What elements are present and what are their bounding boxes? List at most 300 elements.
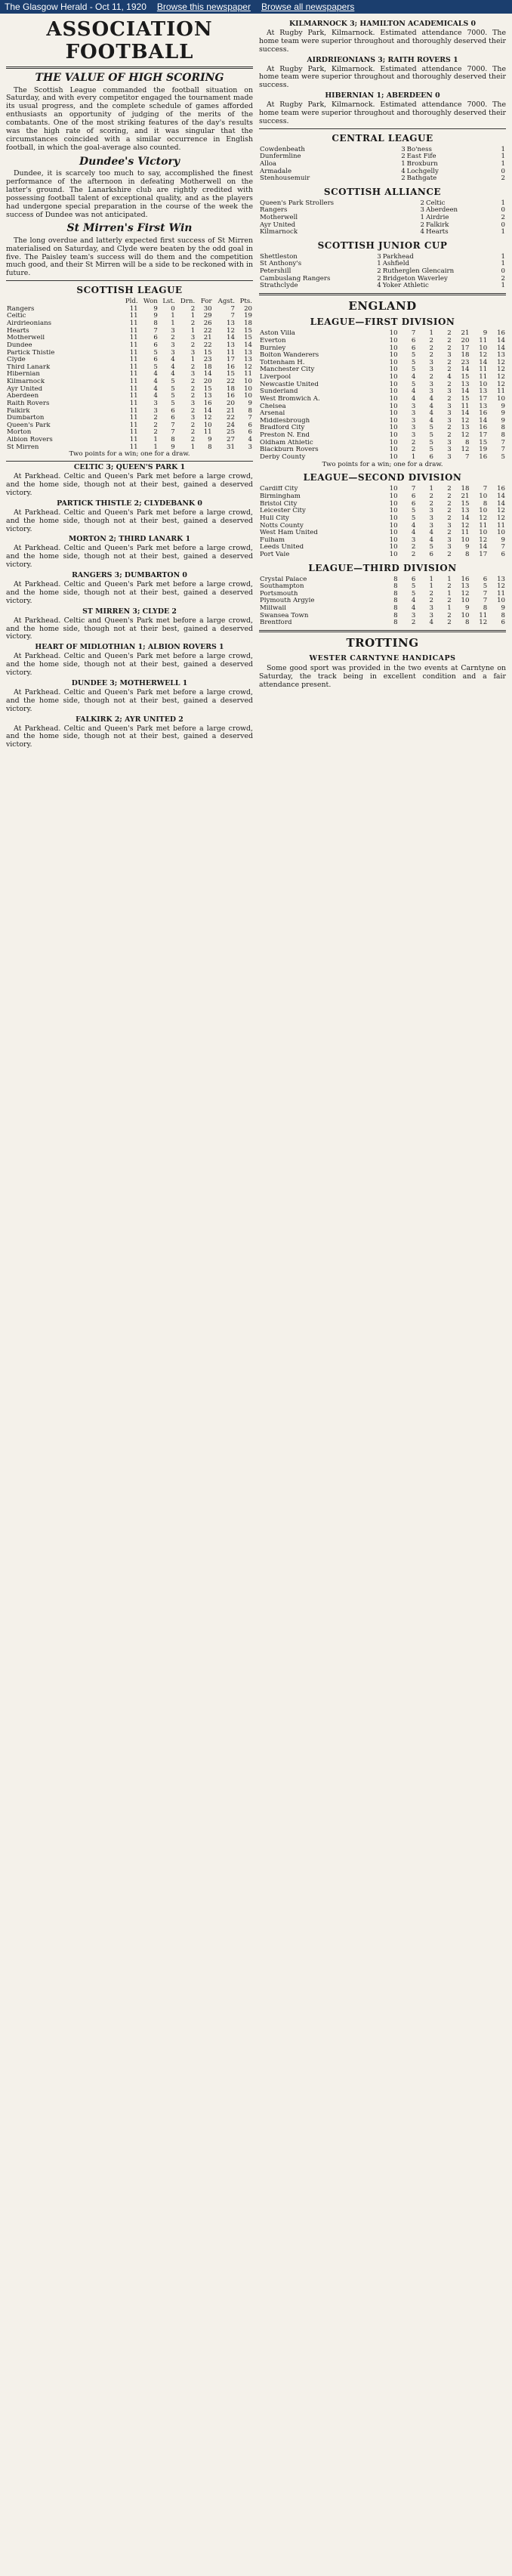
stat-cell: 7	[483, 597, 488, 605]
stat-cell: 8	[393, 619, 398, 627]
stat-cell: 15	[479, 438, 488, 446]
team-name: Partick Thistle	[7, 349, 55, 357]
article-paragraph: Dundee, it is scarcely too much to say, accomplished the finest performance of the afternoon in defeating Motherwell on the latter's ground. The Lanarkshire club are rightly credited with possessing football talent of exceptional quality, and as the players had undergone special preparation in the course of the week the success of Dundee was not anticipated.	[6, 169, 253, 219]
stat-cell: 7	[171, 421, 175, 429]
stat-cell: 11	[129, 356, 138, 364]
stat-cell: 10	[389, 499, 398, 508]
column-header: Lst.	[162, 298, 175, 306]
home-team: Alloa	[260, 160, 277, 168]
stat-cell: 11	[129, 326, 138, 335]
stat-cell: 3	[447, 388, 452, 396]
stat-cell: 3	[153, 399, 158, 407]
away-team: Rutherglen Glencairn	[382, 267, 455, 276]
team-name: West Ham United	[260, 530, 318, 537]
stat-cell: 15	[203, 348, 212, 357]
home-team: Strathclyde	[260, 282, 298, 290]
team-name: Chelsea	[260, 403, 286, 410]
team-name: Raith Rovers	[7, 400, 50, 407]
stat-cell: 11	[479, 611, 488, 619]
away-team: Falkirk	[425, 221, 449, 229]
match-report: At Rugby Park, Kilmarnock. Estimated attendance 7000. The home team were superior throughout and thoroughly deserved their success.	[259, 64, 506, 90]
stat-cell: 2	[190, 320, 196, 328]
column-header: For	[200, 298, 212, 306]
stat-cell: 18	[227, 385, 235, 393]
stat-cell: 5	[411, 582, 416, 591]
away-team: Hearts	[425, 228, 449, 236]
match-reports	[259, 20, 506, 126]
first-division-table	[259, 330, 506, 461]
stat-cell: 11	[461, 529, 470, 537]
result-row	[259, 215, 506, 222]
stat-cell: 13	[461, 582, 470, 591]
stat-cell: 8	[393, 582, 398, 591]
away-team: Bridgeton Waverley	[382, 274, 448, 283]
stat-cell: 3	[429, 388, 434, 396]
team-name: Third Lanark	[7, 363, 51, 371]
stat-cell: 5	[483, 582, 488, 591]
away-score: 1	[501, 252, 505, 261]
stat-cell: 13	[244, 356, 252, 364]
team-name: Celtic	[7, 313, 26, 320]
stat-cell: 3	[447, 536, 452, 544]
stat-cell: 17	[461, 344, 470, 352]
stat-cell: 10	[389, 521, 398, 530]
stat-cell: 10	[203, 421, 212, 429]
stat-cell: 1	[190, 356, 196, 364]
stat-cell: 11	[497, 589, 505, 598]
article-paragraph: The long overdue and latterly expected first success of St Mirren materialised on Saturday, and Clyde were beaten by the odd goal in five. The Paisley team's success will do them and the competition much good, and their St Mirren will be a side to be reckoned with in future.	[6, 236, 253, 278]
stat-cell: 21	[461, 493, 470, 501]
stat-cell: 13	[244, 348, 252, 357]
stat-cell: 4	[429, 619, 434, 627]
stat-cell: 6	[501, 551, 505, 559]
stat-cell: 16	[497, 329, 505, 338]
team-name: West Bromwich A.	[260, 395, 320, 403]
third-division-title: LEAGUE—THIRD DIVISION	[308, 562, 457, 573]
stat-cell: 2	[429, 344, 434, 352]
away-team: Bo'ness	[406, 145, 432, 153]
stat-cell: 14	[479, 358, 488, 366]
stat-cell: 8	[171, 436, 175, 444]
stat-cell: 14	[497, 344, 505, 352]
stat-cell: 16	[479, 452, 488, 461]
stat-cell: 5	[429, 424, 434, 432]
team-name: Rangers	[7, 305, 35, 313]
stat-cell: 10	[389, 514, 398, 522]
stat-cell: 23	[461, 358, 470, 366]
central-league-title: CENTRAL LEAGUE	[332, 132, 433, 144]
stat-cell: 3	[248, 443, 252, 451]
stat-cell: 2	[190, 363, 196, 371]
away-team: Celtic	[425, 199, 446, 207]
team-name: Newcastle United	[260, 381, 319, 388]
stat-cell: 9	[208, 436, 212, 444]
stat-cell: 16	[227, 363, 235, 371]
home-team: Motherwell	[260, 214, 298, 222]
stat-cell: 2	[447, 582, 452, 591]
stat-cell: 2	[190, 428, 196, 437]
stat-cell: 6	[171, 406, 175, 415]
second-division-table	[259, 486, 506, 558]
stat-cell: 10	[389, 416, 398, 425]
away-score: 0	[501, 221, 505, 229]
stat-cell: 7	[411, 485, 416, 493]
match-report: At Parkhead. Celtic and Queen's Park met before a large crowd, and the home side, though not at their best, gained a deserved victory.	[6, 724, 253, 749]
stat-cell: 10	[389, 431, 398, 440]
stat-cell: 16	[479, 409, 488, 418]
team-name: Burnley	[260, 344, 286, 352]
stat-cell: 2	[153, 414, 158, 422]
stat-cell: 15	[461, 499, 470, 508]
away-score: 1	[501, 260, 505, 268]
junior-cup-title: SCOTTISH JUNIOR CUP	[317, 239, 448, 251]
stat-cell: 7	[483, 485, 488, 493]
right-column	[259, 18, 506, 2571]
match-report: At Rugby Park, Kilmarnock. Estimated attendance 7000. The home team were superior throughout and thoroughly deserved their success.	[259, 28, 506, 54]
stat-cell: 11	[129, 399, 138, 407]
away-score: 1	[501, 145, 505, 153]
match-heading: ST MIRREN 3; CLYDE 2	[82, 607, 177, 616]
stat-cell: 12	[497, 514, 505, 522]
stat-cell: 10	[389, 351, 398, 360]
stat-cell: 2	[447, 551, 452, 559]
away-team: Airdrie	[425, 214, 449, 222]
stat-cell: 12	[461, 521, 470, 530]
stat-cell: 21	[227, 406, 235, 415]
stat-cell: 14	[497, 499, 505, 508]
stat-cell: 4	[447, 373, 452, 381]
home-score: 2	[377, 267, 381, 276]
result-row	[259, 161, 506, 168]
table-row	[259, 551, 506, 559]
team-name: Kilmarnock	[7, 378, 45, 386]
stat-cell: 2	[429, 499, 434, 508]
away-score: 1	[501, 160, 505, 168]
stat-cell: 12	[497, 380, 505, 388]
home-score: 2	[401, 153, 406, 161]
home-team: Armadale	[260, 167, 292, 175]
away-score: 1	[501, 199, 505, 207]
stat-cell: 7	[411, 329, 416, 338]
team-name: Brentford	[260, 619, 292, 627]
stat-cell: 2	[447, 507, 452, 515]
left-column	[6, 18, 253, 2571]
stat-cell: 3	[447, 351, 452, 360]
stat-cell: 1	[447, 604, 452, 613]
stat-cell: 1	[190, 326, 196, 335]
stat-cell: 10	[389, 394, 398, 403]
stat-cell: 27	[227, 436, 235, 444]
stat-cell: 6	[411, 336, 416, 344]
team-name: Portsmouth	[260, 590, 298, 598]
stat-cell: 18	[461, 485, 470, 493]
stat-cell: 8	[153, 320, 158, 328]
stat-cell: 7	[230, 304, 235, 313]
team-name: Crystal Palace	[260, 576, 307, 583]
section-masthead: ASSOCIATION FOOTBALL	[46, 18, 213, 64]
away-team: Broxburn	[406, 160, 438, 168]
stat-cell: 13	[461, 380, 470, 388]
stat-cell: 3	[447, 543, 452, 551]
stat-cell: 12	[244, 363, 252, 371]
stat-cell: 15	[203, 385, 212, 393]
stat-cell: 2	[411, 543, 416, 551]
article-paragraph: The Scottish League commanded the football situation on Saturday, and with every competitor engaged the tournament made its usual progress, and the complete schedule of games afforded enthusiasts an opportunity of judging of the merits of the combatants. One of the most striking features of the day's results was the high rate of scoring, and it was singular that the circumstances coincided with a similar occurrence in English football, in which the goal-average also counted.	[6, 85, 253, 152]
stat-cell: 3	[190, 399, 196, 407]
stat-cell: 5	[411, 358, 416, 366]
away-score: 0	[501, 167, 505, 175]
stat-cell: 14	[497, 493, 505, 501]
stat-cell: 12	[497, 366, 505, 374]
stat-cell: 6	[411, 575, 416, 583]
stat-cell: 13	[227, 341, 235, 349]
away-score: 0	[501, 267, 505, 276]
stat-cell: 5	[411, 589, 416, 598]
stat-cell: 21	[461, 329, 470, 338]
stat-cell: 2	[447, 380, 452, 388]
team-name: Leeds United	[260, 544, 304, 551]
team-name: Hull City	[260, 514, 289, 522]
stat-cell: 20	[244, 304, 252, 313]
stat-cell: 30	[203, 304, 212, 313]
team-name: Swansea Town	[260, 612, 309, 619]
stat-cell: 10	[389, 438, 398, 446]
stat-cell: 29	[203, 312, 212, 320]
stat-cell: 12	[203, 414, 212, 422]
away-team: Bathgate	[406, 175, 437, 183]
away-team: Yoker Athletic	[382, 282, 429, 290]
match-report: At Parkhead. Celtic and Queen's Park met before a large crowd, and the home side, though not at their best, gained a deserved victory.	[6, 580, 253, 605]
stat-cell: 8	[501, 424, 505, 432]
stat-cell: 6	[248, 421, 252, 429]
stat-cell: 8	[483, 604, 488, 613]
stat-cell: 3	[411, 611, 416, 619]
stat-cell: 15	[461, 394, 470, 403]
trotting-title: TROTTING	[346, 635, 419, 650]
stat-cell: 2	[190, 378, 196, 386]
stat-cell: 14	[461, 409, 470, 418]
stat-cell: 10	[389, 409, 398, 418]
stat-cell: 10	[389, 373, 398, 381]
stat-cell: 10	[389, 529, 398, 537]
stat-cell: 9	[501, 416, 505, 425]
stat-cell: 11	[129, 312, 138, 320]
stat-cell: 11	[129, 406, 138, 415]
stat-cell: 12	[497, 358, 505, 366]
stat-cell: 10	[389, 485, 398, 493]
stat-cell: 11	[129, 378, 138, 386]
match-report: At Parkhead. Celtic and Queen's Park met before a large crowd, and the home side, though not at their best, gained a deserved victory.	[6, 508, 253, 533]
match-heading: CELTIC 3; QUEEN'S PARK 1	[73, 463, 186, 472]
headline-st-mirren: St Mirren's First Win	[66, 222, 193, 235]
stat-cell: 9	[501, 409, 505, 418]
stat-cell: 21	[203, 334, 212, 342]
stat-cell: 9	[171, 443, 175, 451]
stat-cell: 1	[411, 452, 416, 461]
home-score: 1	[401, 160, 406, 168]
stat-cell: 8	[483, 499, 488, 508]
stat-cell: 3	[153, 406, 158, 415]
stat-cell: 10	[244, 385, 252, 393]
stat-cell: 20	[203, 378, 212, 386]
home-team: Kilmarnock	[260, 228, 298, 236]
browse-newspaper-link[interactable]: Browse this newspaper	[156, 2, 251, 12]
stat-cell: 8	[248, 406, 252, 415]
stat-cell: 9	[483, 329, 488, 338]
stat-cell: 7	[248, 414, 252, 422]
stat-cell: 12	[227, 326, 235, 335]
stat-cell: 11	[479, 373, 488, 381]
stat-cell: 2	[447, 366, 452, 374]
stat-cell: 9	[153, 304, 158, 313]
column-header: Drn.	[180, 298, 196, 306]
stat-cell: 3	[411, 416, 416, 425]
stat-cell: 6	[501, 619, 505, 627]
stat-cell: 8	[464, 551, 470, 559]
stat-cell: 11	[203, 428, 212, 437]
stat-cell: 7	[464, 452, 470, 461]
stat-cell: 26	[203, 320, 212, 328]
team-name: Manchester City	[260, 366, 315, 374]
home-score: 3	[401, 145, 406, 153]
away-score: 2	[501, 175, 505, 183]
stat-cell: 14	[244, 341, 252, 349]
home-score: 2	[420, 221, 424, 229]
team-name: Southampton	[260, 583, 304, 591]
stat-cell: 9	[248, 399, 252, 407]
away-score: 1	[501, 153, 505, 161]
home-score: 4	[420, 228, 424, 236]
stat-cell: 3	[429, 514, 434, 522]
divider	[6, 280, 253, 281]
stat-cell: 22	[227, 378, 235, 386]
stat-cell: 6	[153, 356, 158, 364]
stat-cell: 3	[429, 507, 434, 515]
stat-cell: 5	[171, 385, 175, 393]
team-name: Bristol City	[260, 500, 298, 508]
stat-cell: 13	[479, 388, 488, 396]
team-name: Bolton Wanderers	[260, 352, 319, 360]
stat-cell: 6	[171, 414, 175, 422]
stat-cell: 3	[429, 611, 434, 619]
stat-cell: 15	[461, 373, 470, 381]
match-report: At Parkhead. Celtic and Queen's Park met before a large crowd, and the home side, though not at their best, gained a deserved victory.	[6, 472, 253, 497]
stat-cell: 3	[447, 402, 452, 410]
stat-cell: 23	[203, 356, 212, 364]
stat-cell: 4	[171, 356, 175, 364]
team-name: Falkirk	[7, 407, 30, 415]
stat-cell: 4	[411, 597, 416, 605]
stat-cell: 20	[227, 399, 235, 407]
stat-cell: 10	[479, 507, 488, 515]
stat-cell: 5	[411, 514, 416, 522]
stat-cell: 12	[479, 619, 488, 627]
stat-cell: 2	[447, 619, 452, 627]
stat-cell: 2	[190, 406, 196, 415]
stat-cell: 3	[190, 370, 196, 378]
match-report: At Parkhead. Celtic and Queen's Park met before a large crowd, and the home side, though not at their best, gained a deserved victory.	[6, 544, 253, 570]
stat-cell: 1	[171, 320, 175, 328]
result-row	[259, 175, 506, 183]
stat-cell: 8	[393, 597, 398, 605]
stat-cell: 10	[461, 536, 470, 544]
stat-cell: 3	[171, 326, 175, 335]
stat-cell: 11	[497, 521, 505, 530]
team-name: Birmingham	[260, 493, 301, 501]
stat-cell: 19	[244, 312, 252, 320]
stat-cell: 2	[447, 529, 452, 537]
stat-cell: 3	[429, 366, 434, 374]
stat-cell: 9	[153, 312, 158, 320]
newspaper-source: The Glasgow Herald - Oct 11, 1920	[5, 2, 147, 12]
stat-cell: 15	[244, 326, 252, 335]
stat-cell: 10	[389, 543, 398, 551]
stat-cell: 7	[483, 589, 488, 598]
stat-cell: 18	[461, 351, 470, 360]
home-team: Cambuslang Rangers	[260, 274, 331, 283]
stat-cell: 11	[129, 370, 138, 378]
scottish-alliance-title: SCOTTISH ALLIANCE	[323, 186, 442, 197]
stat-cell: 10	[389, 446, 398, 454]
stat-cell: 6	[411, 344, 416, 352]
home-team: Shettleston	[260, 252, 298, 261]
stat-cell: 16	[227, 392, 235, 400]
stat-cell: 22	[203, 326, 212, 335]
away-score: 1	[501, 282, 505, 290]
stat-cell: 4	[411, 388, 416, 396]
stat-cell: 2	[153, 421, 158, 429]
stat-cell: 17	[479, 551, 488, 559]
stat-cell: 2	[447, 597, 452, 605]
stat-cell: 2	[429, 336, 434, 344]
stat-cell: 1	[447, 575, 452, 583]
stat-cell: 6	[153, 341, 158, 349]
stat-cell: 11	[129, 443, 138, 451]
stat-cell: 5	[429, 438, 434, 446]
stat-cell: 3	[447, 409, 452, 418]
team-name: Aston Villa	[260, 330, 295, 338]
stat-cell: 16	[497, 485, 505, 493]
stat-cell: 2	[190, 385, 196, 393]
browse-all-newspapers-link[interactable]: Browse all newspapers	[261, 2, 355, 12]
stat-cell: 10	[389, 344, 398, 352]
team-name: Arsenal	[260, 410, 285, 418]
stat-cell: 11	[129, 436, 138, 444]
home-team: Ayr United	[260, 221, 296, 229]
stat-cell: 16	[479, 424, 488, 432]
stat-cell: 1	[153, 443, 158, 451]
stat-cell: 9	[464, 543, 470, 551]
stat-cell: 10	[497, 394, 505, 403]
stat-cell: 10	[389, 507, 398, 515]
home-team: Petershill	[260, 267, 291, 276]
central-league-results	[259, 147, 506, 183]
stat-cell: 11	[129, 428, 138, 437]
stat-cell: 10	[389, 366, 398, 374]
column-header	[6, 298, 121, 306]
stat-cell: 4	[429, 416, 434, 425]
stat-cell: 2	[447, 493, 452, 501]
team-name: Liverpool	[260, 374, 291, 381]
stat-cell: 6	[411, 493, 416, 501]
team-name: Bradford City	[260, 425, 305, 432]
result-row	[259, 229, 506, 236]
stat-cell: 15	[227, 370, 235, 378]
newspaper-page	[0, 14, 512, 2576]
stat-cell: 4	[429, 402, 434, 410]
stat-cell: 9	[501, 402, 505, 410]
stat-cell: 10	[389, 536, 398, 544]
